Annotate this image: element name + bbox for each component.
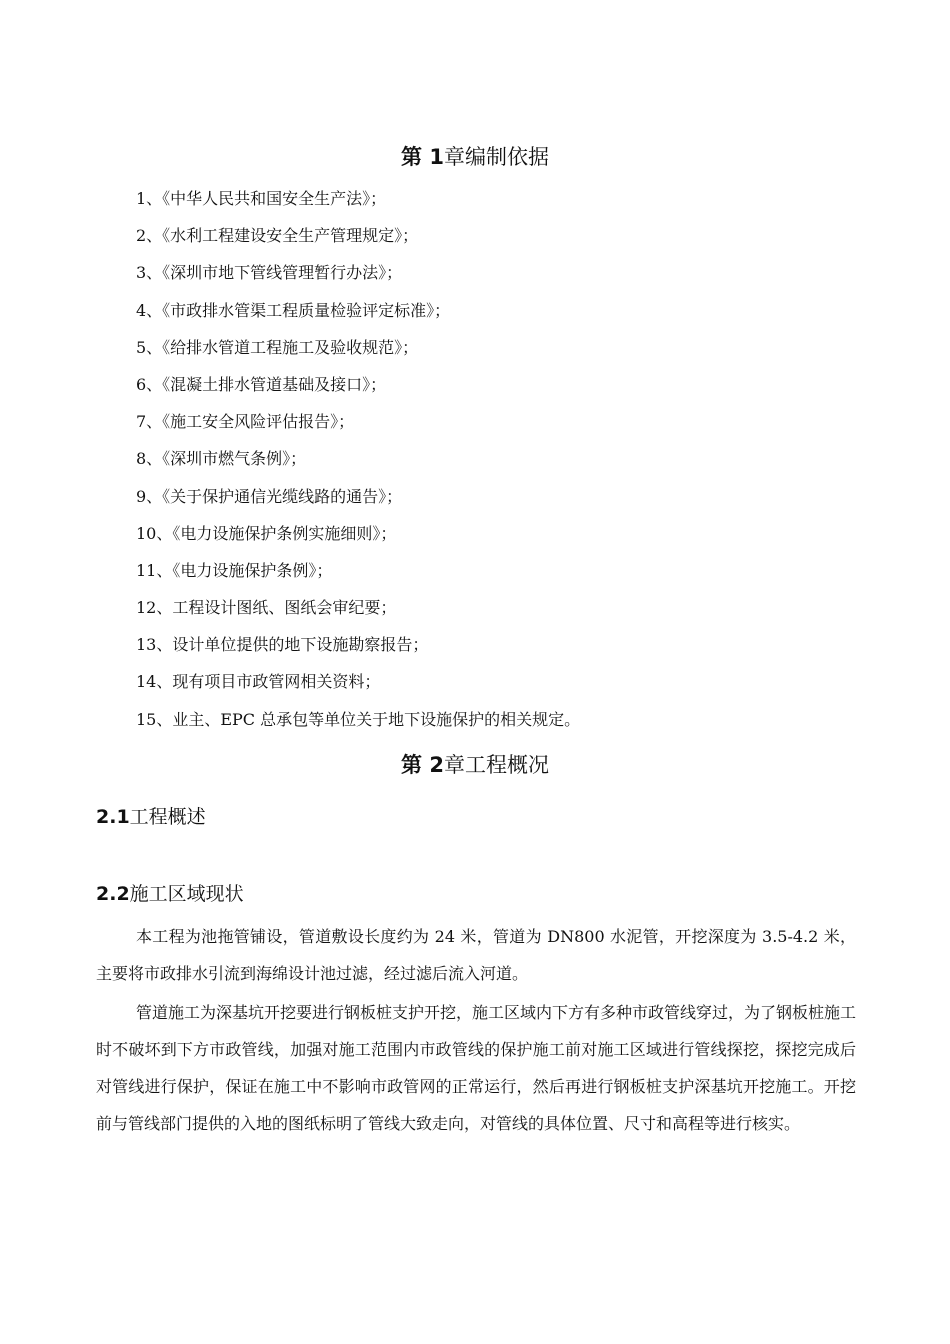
chapter-2-title xyxy=(0,751,950,779)
list-item: 11、《电力设施保护条例》； xyxy=(136,560,333,580)
list-item: 10、《电力设施保护条例实施细则》； xyxy=(136,523,397,543)
list-item: 1、《中华人民共和国安全生产法》； xyxy=(136,189,387,208)
chapter-1-heading: 章编制依据 xyxy=(443,145,549,169)
section-2-2-title xyxy=(96,880,244,908)
list-item: 7、《施工安全风险评估报告》； xyxy=(136,412,355,432)
list-item: 4、《市政排水管渠工程质量检验评定标准》； xyxy=(136,300,451,320)
section-2-1-title xyxy=(96,803,206,831)
paragraph-project-overview: 本工程为池拖管铺设，管道敷设长度约为 24 米，管道为 DN800 水泥管，开挖深度为 3.5-4.2 米，主要将市政排水引流到海绵设计池过滤，经过滤后流入河道。 xyxy=(96,927,856,983)
section-2-2-heading: 施工区域现状 xyxy=(129,883,244,905)
chapter-1-title xyxy=(0,143,950,171)
chapter-1-number: 第 1 xyxy=(401,145,444,169)
chapter-2-number: 第 2 xyxy=(401,753,444,777)
reference-list xyxy=(136,185,580,743)
list-item: 2、《水利工程建设安全生产管理规定》； xyxy=(136,226,419,246)
list-item: 14、现有项目市政管网相关资料； xyxy=(136,672,381,692)
list-item: 3、《深圳市地下管线管理暂行办法》； xyxy=(136,263,403,283)
section-2-1-heading: 工程概述 xyxy=(129,806,206,828)
list-item: 6、《混凝土排水管道基础及接口》； xyxy=(136,374,387,394)
list-item: 5、《给排水管道工程施工及验收规范》； xyxy=(136,337,419,357)
list-item: 9、《关于保护通信光缆线路的通告》； xyxy=(136,486,403,506)
list-item: 15、业主、EPC 总承包等单位关于地下设施保护的相关规定。 xyxy=(136,709,581,729)
section-2-1-number: 2.1 xyxy=(96,806,130,828)
paragraph-construction-status: 管道施工为深基坑开挖要进行钢板桩支护开挖，施工区域内下方有多种市政管线穿过，为了钢板桩施工时不破坏到下方市政管线，加强对施工范围内市政管线的保护施工前对施工区域进行管线探挖，探挖完成后对管线进行保护，保证在施工中不影响市政管网的正常运行，然后再进行钢板桩支护深基坑开挖施工。开挖前与管线部门提供的入地的图纸标明了管线大致走向，对管线的具体位置、尺寸和高程等进行核实。 xyxy=(96,1003,857,1133)
list-item: 13、设计单位提供的地下设施勘察报告； xyxy=(136,635,429,655)
section-2-2-number: 2.2 xyxy=(96,883,130,905)
list-item: 8、《深圳市燃气条例》； xyxy=(136,449,307,469)
list-item: 12、工程设计图纸、图纸会审纪要； xyxy=(136,598,397,618)
chapter-2-heading: 章工程概况 xyxy=(443,753,549,777)
